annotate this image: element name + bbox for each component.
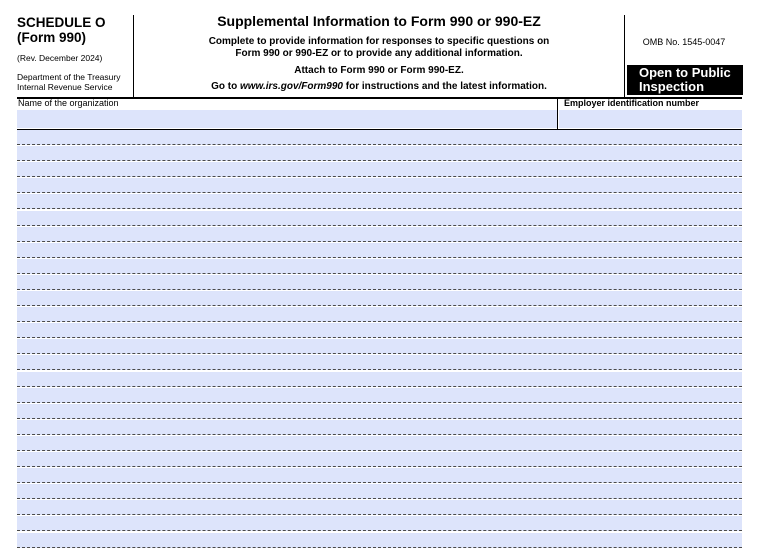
organization-name-input[interactable]: [17, 110, 557, 128]
supplemental-line[interactable]: [17, 388, 742, 403]
omb-number: OMB No. 1545-0047: [642, 37, 726, 47]
supplemental-line[interactable]: [17, 355, 742, 370]
supplemental-line[interactable]: [17, 211, 742, 226]
supplemental-line[interactable]: [17, 420, 742, 435]
form-title: Supplemental Information to Form 990 or 990-EZ: [217, 13, 541, 29]
supplemental-line[interactable]: [17, 194, 742, 209]
supplemental-line[interactable]: [17, 291, 742, 306]
ein-label: Employer identification number: [564, 98, 700, 108]
supplemental-line[interactable]: [17, 307, 742, 322]
ein-input[interactable]: [559, 110, 742, 128]
revision-date: (Rev. December 2024): [17, 53, 103, 63]
supplemental-line[interactable]: [17, 452, 742, 467]
supplemental-line[interactable]: [17, 178, 742, 193]
supplemental-line[interactable]: [17, 130, 742, 145]
supplemental-line[interactable]: [17, 259, 742, 274]
supplemental-line[interactable]: [17, 227, 742, 242]
supplemental-line[interactable]: [17, 404, 742, 419]
supplemental-line[interactable]: [17, 468, 742, 483]
service-name: Internal Revenue Service: [17, 82, 113, 92]
public-inspection-line-1: Open to Public: [639, 65, 731, 80]
supplemental-line[interactable]: [17, 372, 742, 387]
schedule-o-form: [17, 15, 742, 483]
supplemental-line[interactable]: [17, 339, 742, 354]
attach-instruction: Attach to Form 990 or Form 990-EZ.: [294, 65, 464, 76]
form-title-block: [134, 15, 624, 97]
supplemental-line[interactable]: [17, 323, 742, 338]
instruction-line-2: Form 990 or 990-EZ or to provide any additional information.: [235, 48, 523, 59]
form-reference: (Form 990): [17, 30, 87, 45]
supplemental-line[interactable]: [17, 516, 742, 531]
supplemental-line[interactable]: [17, 146, 742, 161]
organization-name-label: Name of the organization: [18, 98, 119, 108]
instruction-line-1: Complete to provide information for responses to specific questions on: [208, 36, 550, 47]
supplemental-line[interactable]: [17, 484, 742, 499]
supplemental-line[interactable]: [17, 162, 742, 177]
public-inspection-line-2: Inspection: [639, 79, 705, 94]
goto-prefix: Go to: [211, 81, 240, 92]
supplemental-line[interactable]: [17, 533, 742, 548]
irs-url-link[interactable]: www.irs.gov/Form990: [239, 81, 343, 92]
form-identifier-block: [17, 15, 134, 97]
supplemental-line[interactable]: [17, 500, 742, 515]
public-inspection-badge: [627, 65, 743, 95]
supplemental-line[interactable]: [17, 275, 742, 290]
department-name: Department of the Treasury: [17, 72, 121, 82]
goto-instruction: [134, 81, 624, 93]
ein-divider: [557, 98, 558, 129]
identification-row: [17, 98, 742, 130]
supplemental-line[interactable]: [17, 436, 742, 451]
schedule-title: SCHEDULE O: [17, 15, 106, 30]
omb-block: [624, 15, 743, 97]
form-header: [17, 15, 742, 99]
goto-suffix: for instructions and the latest information.: [342, 81, 547, 92]
supplemental-line[interactable]: [17, 243, 742, 258]
